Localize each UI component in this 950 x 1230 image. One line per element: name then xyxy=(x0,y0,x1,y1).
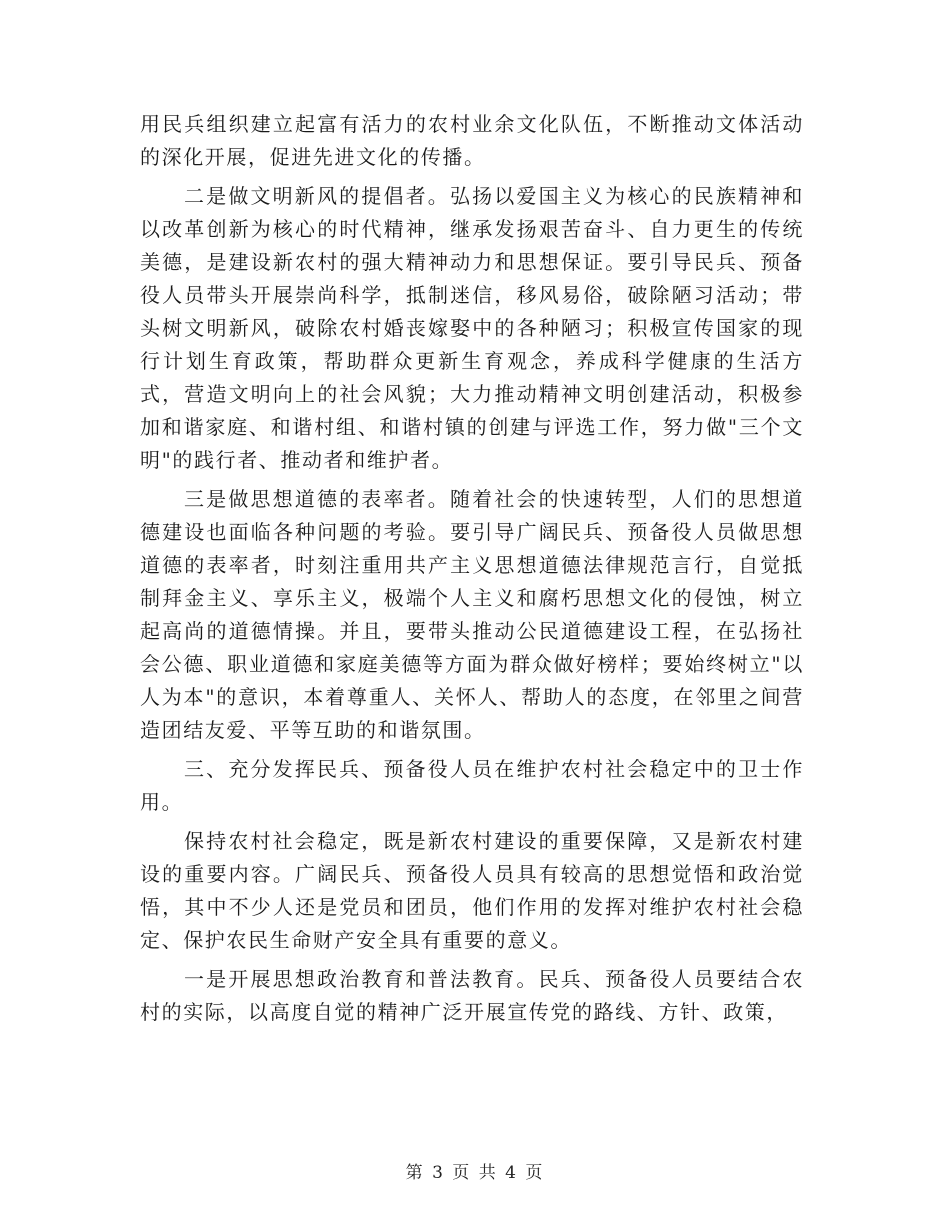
paragraph-6: 一是开展思想政治教育和普法教育。民兵、预备役人员要结合农村的实际，以高度自觉的精神广泛开展宣传党的路线、方针、政策， xyxy=(140,967,804,1024)
paragraph-5: 保持农村社会稳定，既是新农村建设的重要保障，又是新农村建设的重要内容。广阔民兵、预备役人员具有较高的思想觉悟和政治觉悟，其中不少人还是党员和团员，他们作用的发挥对维护农村社会稳定、保护农民生命财产安全具有重要的意义。 xyxy=(140,829,804,952)
page-number-footer: 第 3 页 共 4 页 xyxy=(405,1163,545,1183)
paragraph-1: 用民兵组织建立起富有活力的农村业余文化队伍，不断推动文体活动的深化开展，促进先进文化的传播。 xyxy=(140,112,804,169)
section-heading-3: 三、充分发挥民兵、预备役人员在维护农村社会稳定中的卫士作用。 xyxy=(140,757,804,814)
paragraph-3: 三是做思想道德的表率者。随着社会的快速转型，人们的思想道德建设也面临各种问题的考验。要引导广阔民兵、预备役人员做思想道德的表率者，时刻注重用共产主义思想道德法律规范言行，自觉抵制拜金主义、享乐主义，极端个人主义和腐朽思想文化的侵蚀，树立起高尚的道德情操。并且，要带头推动公民道德建设工程，在弘扬社会公德、职业道德和家庭美德等方面为群众做好榜样；要始终树立"以人为本"的意识，本着尊重人、关怀人、帮助人的态度，在邻里之间营造团结友爱、平等互助的和谐氛围。 xyxy=(140,487,804,742)
paragraph-2: 二是做文明新风的提倡者。弘扬以爱国主义为核心的民族精神和以改革创新为核心的时代精神，继承发扬艰苦奋斗、自力更生的传统美德，是建设新农村的强大精神动力和思想保证。要引导民兵、预备役人员带头开展崇尚科学，抵制迷信，移风易俗，破除陋习活动；带头树文明新风，破除农村婚丧嫁娶中的各种陋习；积极宣传国家的现行计划生育政策，帮助群众更新生育观念，养成科学健康的生活方式，营造文明向上的社会风貌；大力推动精神文明创建活动，积极参加和谐家庭、和谐村组、和谐村镇的创建与评选工作，努力做"三个文明"的践行者、推动者和维护者。 xyxy=(140,184,804,472)
document-body xyxy=(140,108,804,1035)
